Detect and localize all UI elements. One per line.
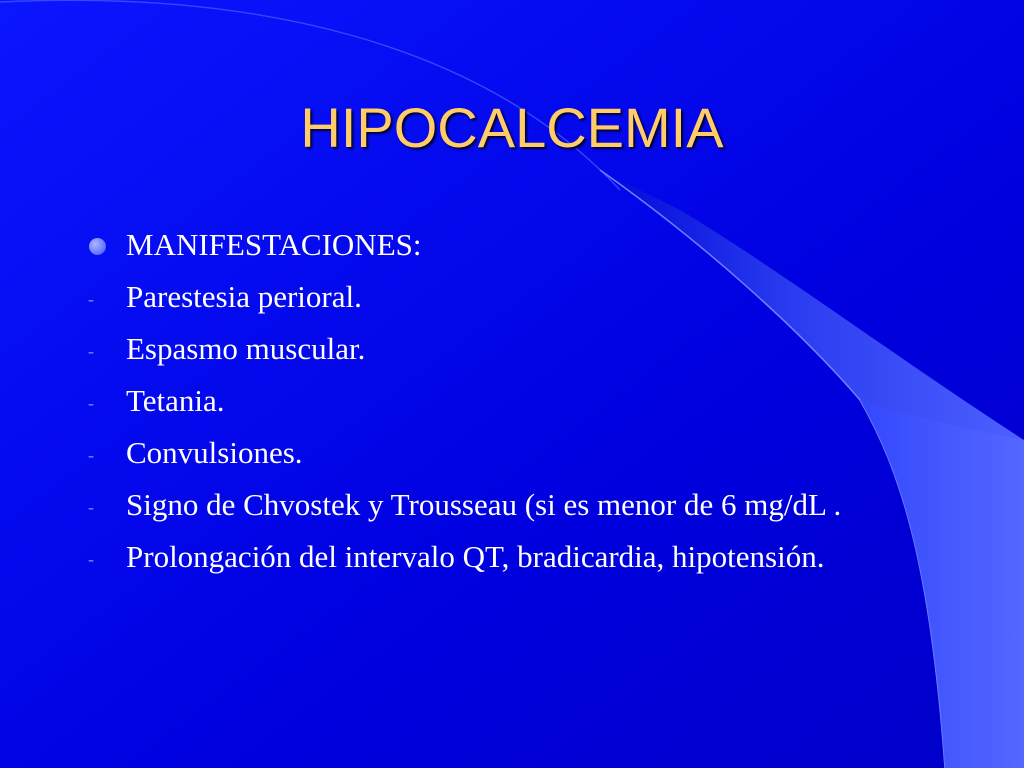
bullet-list bbox=[84, 226, 924, 590]
list-item-text: Signo de Chvostek y Trousseau (si es menor de 6 mg/dL . bbox=[126, 487, 842, 522]
list-item bbox=[84, 486, 924, 524]
dash-icon: - bbox=[88, 289, 94, 309]
dash-icon: - bbox=[88, 341, 94, 361]
dash-icon: - bbox=[88, 549, 94, 569]
dash-icon: - bbox=[88, 445, 94, 465]
list-item bbox=[84, 538, 924, 576]
dash-icon: - bbox=[88, 393, 94, 413]
list-item-text: Convulsiones. bbox=[126, 435, 303, 470]
list-item bbox=[84, 330, 924, 368]
list-item-text: MANIFESTACIONES: bbox=[126, 227, 422, 262]
list-item bbox=[84, 278, 924, 316]
bullet-dot-icon bbox=[84, 226, 114, 264]
list-item-text: Tetania. bbox=[126, 383, 225, 418]
list-item bbox=[84, 226, 924, 264]
list-item bbox=[84, 382, 924, 420]
list-item bbox=[84, 434, 924, 472]
slide-title: HIPOCALCEMIA bbox=[300, 96, 724, 159]
list-item-text: Espasmo muscular. bbox=[126, 331, 366, 366]
dash-icon: - bbox=[88, 497, 94, 517]
list-item-text: Parestesia perioral. bbox=[126, 279, 362, 314]
list-item-text: Prolongación del intervalo QT, bradicardia, hipotensión. bbox=[126, 539, 825, 574]
